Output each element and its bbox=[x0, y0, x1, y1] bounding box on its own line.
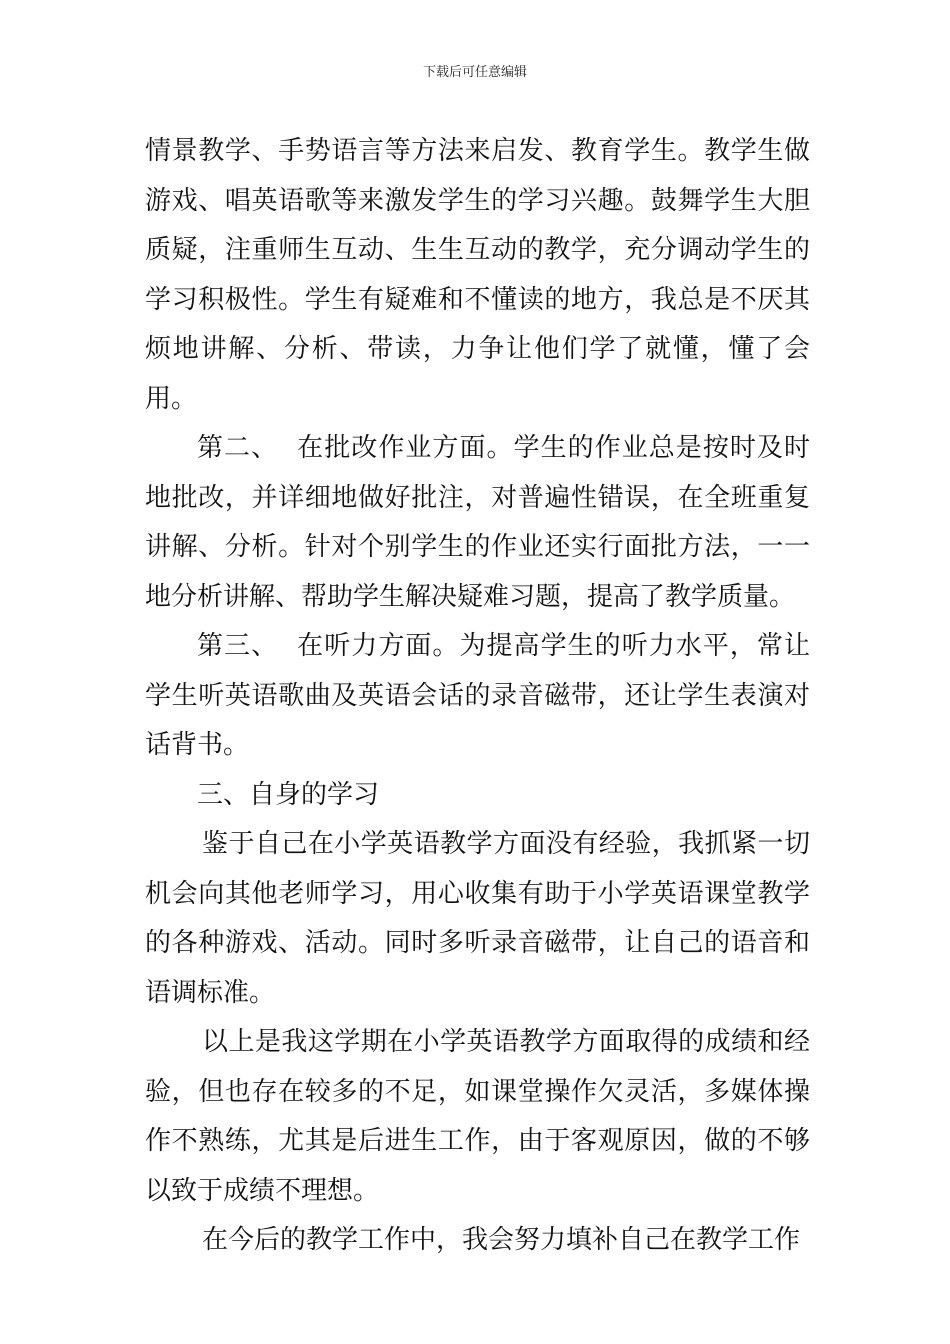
paragraph-homework-text: 在批改作业方面。学生的作业总是按时及时地批改，并详细地做好批注，对普遍性错误，在全班重复讲解、分析。针对个别学生的作业还实行面批方法，一一地分析讲解、帮助学生解决疑难习题，提高了教学质量。 bbox=[145, 433, 810, 612]
paragraph-listening bbox=[145, 622, 810, 771]
page-header: 下载后可任意编辑 bbox=[422, 65, 527, 80]
paragraph-listening-text: 在听力方面。为提高学生的听力水平，常让学生听英语歌曲及英语会话的录音磁带，还让学生表演对话背书。 bbox=[145, 631, 810, 760]
paragraph-teaching-methods: 情景教学、手势语言等方法来启发、教育学生。教学生做游戏、唱英语歌等来激发学生的学习兴趣。鼓舞学生大胆质疑，注重师生互动、生生互动的教学，充分调动学生的学习积极性。学生有疑难和不懂读的地方，我总是不厌其烦地讲解、分析、带读，力争让他们学了就懂，懂了会用。 bbox=[145, 136, 810, 414]
paragraph-future-work: 在今后的教学工作中，我会努力填补自己在教学工作 bbox=[202, 1225, 801, 1255]
section-heading-self-study: 三、自身的学习 bbox=[197, 779, 380, 810]
paragraph-self-study: 鉴于自己在小学英语教学方面没有经验，我抓紧一切机会向其他老师学习，用心收集有助于小学英语课堂教学的各种游戏、活动。同时多听录音磁带，让自己的语音和语调标准。 bbox=[145, 829, 810, 1008]
paragraph-summary: 以上是我这学期在小学英语教学方面取得的成绩和经验，但也存在较多的不足，如课堂操作欠灵活，多媒体操作不熟练，尤其是后进生工作，由于客观原因，做的不够以致于成绩不理想。 bbox=[145, 1027, 810, 1206]
document-body bbox=[145, 127, 810, 1266]
section-label-third: 第三、 bbox=[197, 631, 279, 661]
section-label-second: 第二、 bbox=[197, 433, 279, 463]
paragraph-homework-correction bbox=[145, 424, 810, 622]
